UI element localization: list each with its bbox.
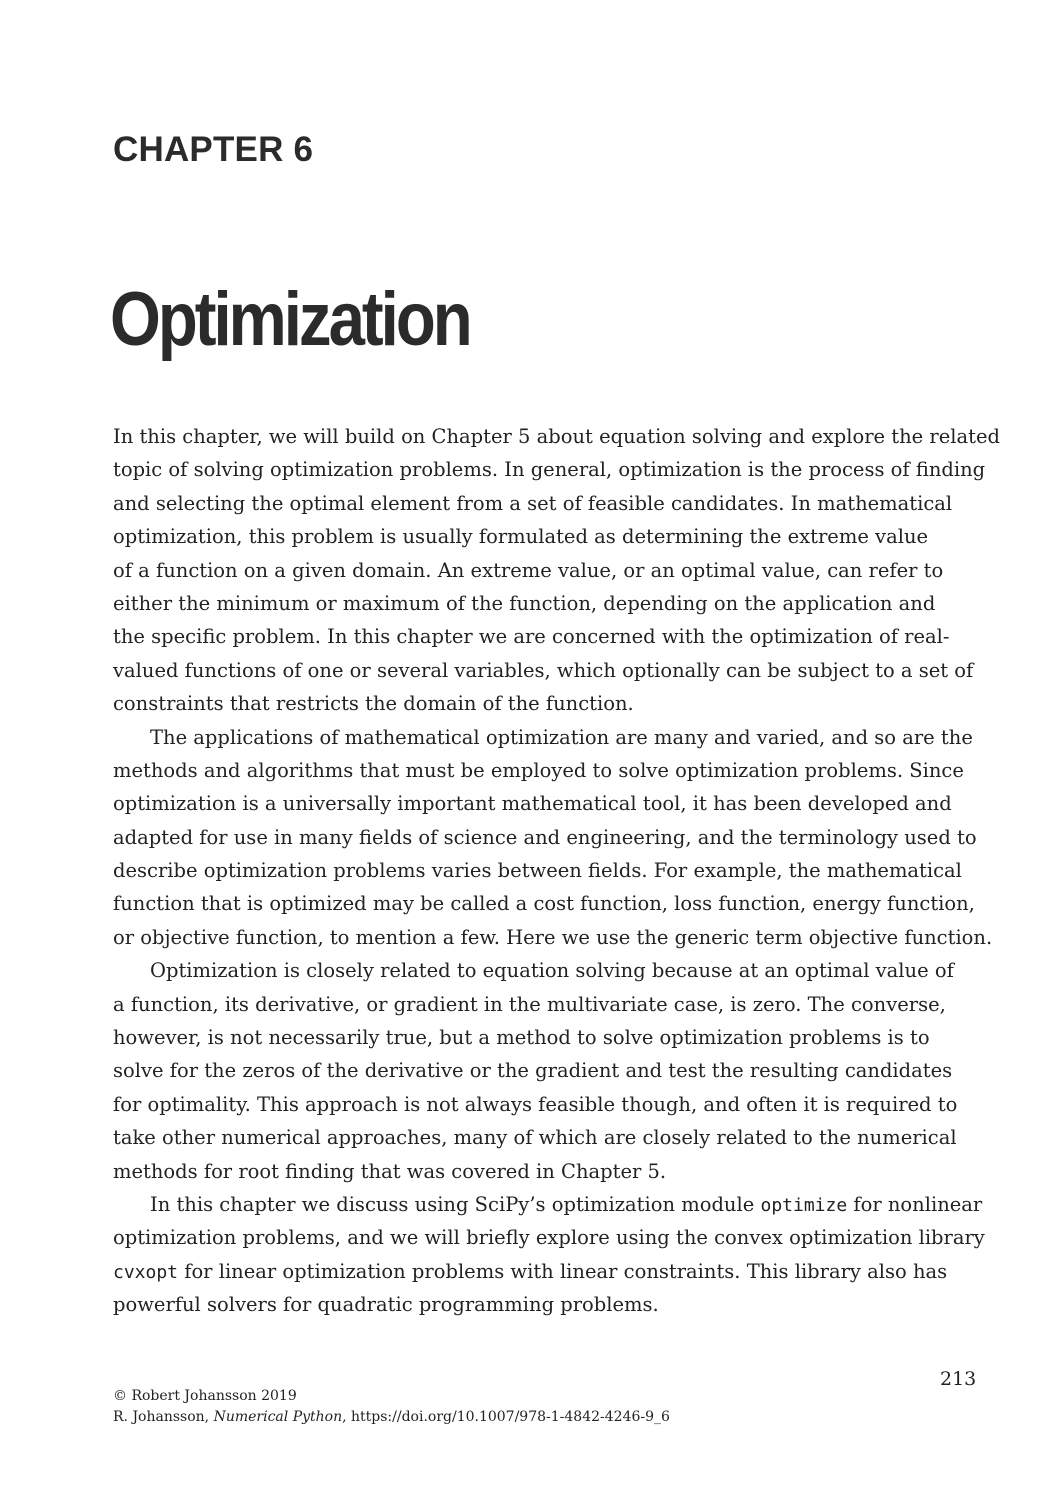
chapter-title: Optimization (110, 277, 470, 362)
citation-doi: , https://doi.org/10.1007/978-1-4842-4246-9_6 (342, 1409, 670, 1425)
text-line: Optimization is closely related to equation solving because at an optimal value of (150, 959, 954, 983)
text-line (113, 1188, 983, 1221)
paragraph-1 (113, 420, 1000, 721)
citation-line (113, 1407, 670, 1428)
text-line: the specific problem. In this chapter we are concerned with the optimization of real- (113, 625, 950, 649)
copyright-line: © Robert Johansson 2019 (113, 1388, 297, 1404)
code-optimize: optimize (760, 1194, 848, 1216)
text-line: solve for the zeros of the derivative or the gradient and test the resulting candidates (113, 1059, 953, 1083)
text-line: adapted for use in many fields of science and engineering, and the terminology used to (113, 825, 977, 849)
text-line: take other numerical approaches, many of which are closely related to the numerical (113, 1126, 957, 1150)
code-cvxopt: cvxopt (113, 1261, 179, 1283)
text-fragment: for linear optimization problems with linear constraints. This library also has (178, 1259, 948, 1283)
paragraph-3 (113, 954, 983, 1188)
paragraph-2 (113, 721, 993, 955)
text-line: constraints that restricts the domain of the function. (113, 692, 634, 716)
chapter-label: CHAPTER 6 (113, 130, 314, 169)
text-line: optimization, this problem is usually formulated as determining the extreme value (113, 525, 929, 549)
citation-book-title: Numerical Python (213, 1409, 343, 1425)
citation-author: R. Johansson, (113, 1409, 214, 1425)
text-fragment: In this chapter we discuss using SciPy’s optimization module (150, 1192, 761, 1216)
text-line: of a function on a given domain. An extreme value, or an optimal value, can refer to (113, 558, 944, 582)
text-line: a function, its derivative, or gradient in the multivariate case, is zero. The converse, (113, 992, 946, 1016)
text-line: The applications of mathematical optimization are many and varied, and so are the (150, 725, 973, 749)
text-line: however, is not necessarily true, but a method to solve optimization problems is to (113, 1026, 930, 1050)
text-line: valued functions of one or several variables, which optionally can be subject to a set of (113, 658, 974, 682)
text-line: topic of solving optimization problems. In general, optimization is the process of finding (113, 458, 986, 482)
page-number: 213 (940, 1368, 977, 1390)
text-line: optimization problems, and we will briefly explore using the convex optimization library (113, 1226, 985, 1250)
text-line: methods for root finding that was covered in Chapter 5. (113, 1159, 667, 1183)
text-line: and selecting the optimal element from a set of feasible candidates. In mathematical (113, 491, 953, 515)
paragraph-4 (113, 1188, 983, 1322)
chapter-body (113, 420, 1000, 1322)
text-line: optimization is a universally important mathematical tool, it has been developed and (113, 792, 952, 816)
text-line: powerful solvers for quadratic programming problems. (113, 1293, 659, 1317)
text-line: function that is optimized may be called a cost function, loss function, energy function, (113, 892, 975, 916)
text-fragment: for nonlinear (847, 1192, 983, 1216)
text-line: either the minimum or maximum of the function, depending on the application and (113, 591, 936, 615)
text-line: for optimality. This approach is not always feasible though, and often it is required to (113, 1092, 958, 1116)
text-line: or objective function, to mention a few. Here we use the generic term objective function. (113, 925, 993, 949)
text-line: methods and algorithms that must be employed to solve optimization problems. Since (113, 758, 964, 782)
text-line (113, 1255, 983, 1288)
copyright-footer (113, 1386, 670, 1428)
text-line: describe optimization problems varies between fields. For example, the mathematical (113, 859, 962, 883)
text-line: In this chapter, we will build on Chapter 5 about equation solving and explore the related (113, 425, 1000, 448)
